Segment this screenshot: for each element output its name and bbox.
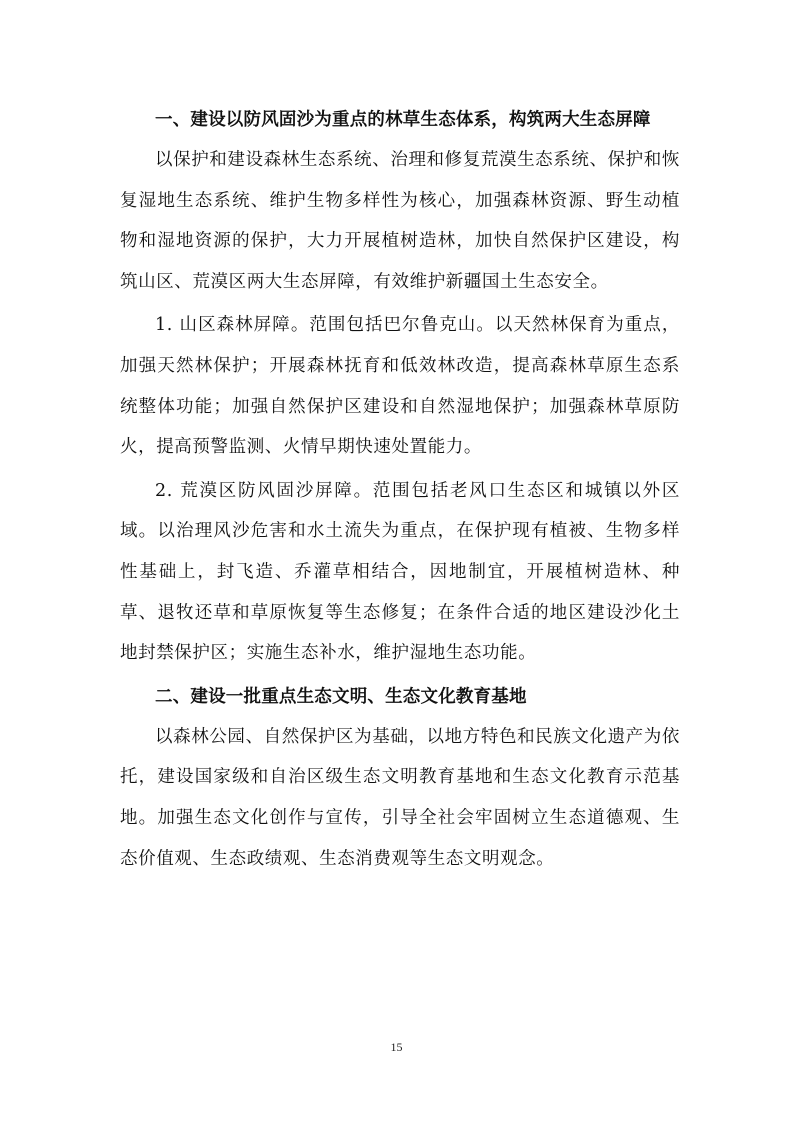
section-1-paragraph-intro: 以保护和建设森林生态系统、治理和修复荒漠生态系统、保护和恢复湿地生态系统、维护生物多样性为核心，加强森林资源、野生动植物和湿地资源的保护，大力开展植树造林，加快自然保护区建设，构筑山区、荒漠区两大生态屏障，有效维护新疆国土生态安全。 — [120, 150, 680, 292]
section-heading-1: 一、建设以防风固沙为重点的林草生态体系，构筑两大生态屏障 — [155, 110, 651, 130]
page-number: 15 — [390, 1040, 403, 1054]
section-heading-2: 二、建设一批重点生态文明、生态文化教育基地 — [155, 686, 527, 707]
section-1-paragraph-mountain-forest-barrier: 1. 山区森林屏障。范围包括巴尔鲁克山。以天然林保育为重点，加强天然林保护；开展森林抚育和低效林改造，提高森林草原生态系统整体功能；加强自然保护区建设和自然湿地保护；加强森林草原防火，提高预警监测、火情早期快速处置能力。 — [120, 315, 680, 458]
section-1-paragraph-desert-sand-barrier: 2. 荒漠区防风固沙屏障。范围包括老风口生态区和城镇以外区域。以治理风沙危害和水土流失为重点，在保护现有植被、生物多样性基础上，封飞造、乔灌草相结合，因地制宜，开展植树造林、种草、退牧还草和草原恢复等生态修复；在条件合适的地区建设沙化土地封禁保护区；实施生态补水，维护湿地生态功能。 — [120, 480, 680, 664]
document-body — [120, 100, 680, 879]
section-2-paragraph-education-bases: 以森林公园、自然保护区为基础，以地方特色和民族文化遗产为依托，建设国家级和自治区级生态文明教育基地和生态文化教育示范基地。加强生态文化创作与宣传，引导全社会牢固树立生态道德观、生态价值观、生态政绩观、生态消费观等生态文明观念。 — [120, 726, 680, 869]
